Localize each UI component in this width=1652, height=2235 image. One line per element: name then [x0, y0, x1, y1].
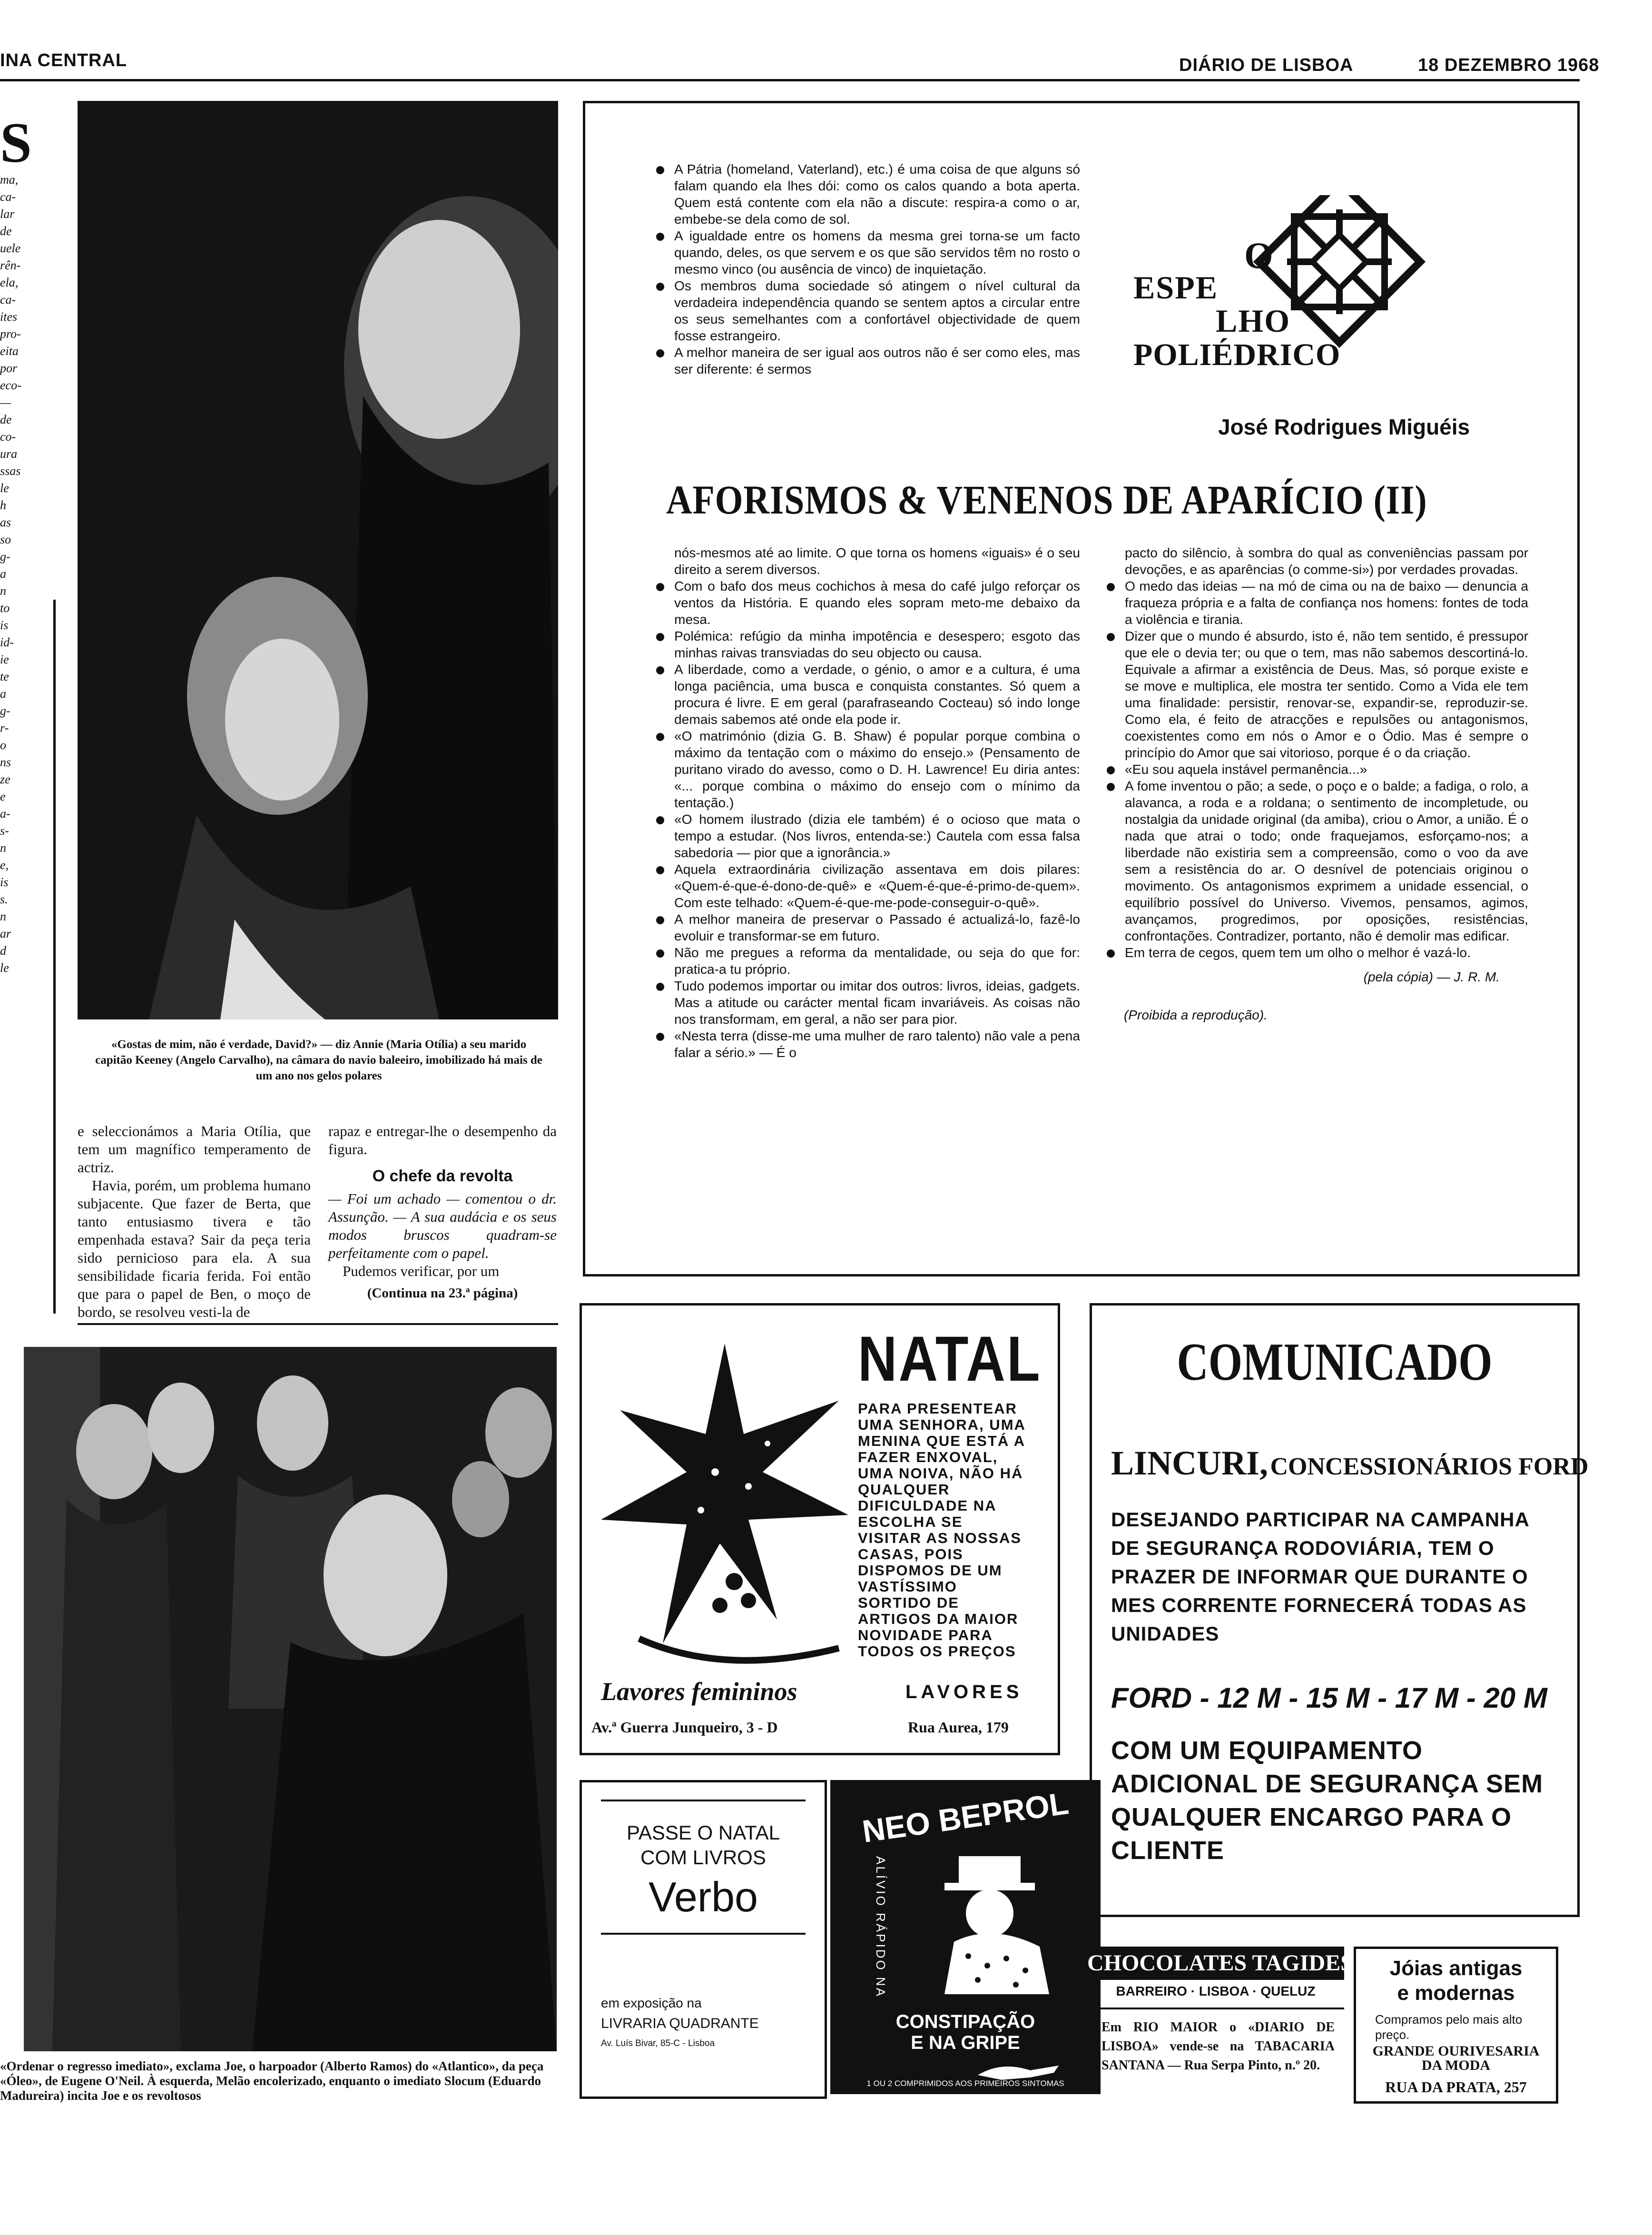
- continue-note: (Continua na 23.ª página): [367, 1286, 518, 1301]
- series-logo: [1135, 195, 1506, 386]
- story1-paragraph: Havia, porém, um problema humano subjacente. Que fazer de Berta, que tanto entusiasmo tivera e tão empenhada estava? Sair da peça teria sido pernicioso para ela. A sua sensibilidade ficaria ferida. Foi então que para o papel de Ben, o moço de bordo, se resolveu vesti-la de: [78, 1177, 311, 1320]
- issue-date: 18 DEZEMBRO 1968: [1418, 55, 1600, 75]
- aphorism-item: «Nesta terra (disse-me uma mulher de raro talento) não vale a pena falar a sério.» — É o: [654, 1028, 1080, 1061]
- essay-col2-aphorisms: [1105, 578, 1528, 961]
- photo-caption-2: «Ordenar o regresso imediato», exclama Joe, o harpoador (Alberto Ramos) do «Atlantico», da peça «Óleo», de Eugene O'Neil. À esquerda, Melão encolerizado, enquanto o imediato Slocum (Eduardo Madureira) incita Joe e os revoltosos: [0, 2059, 544, 2103]
- margin-fragment: ites: [0, 310, 18, 324]
- aphorism-item: Em terra de cegos, quem tem um olho o melhor é vazá-lo.: [1105, 944, 1528, 961]
- left-margin-fragments: S ma, ca- lar de uele rên- ela, ca- ites pro- eita por eco- — de co- ura ssas le h as so g- a n to is id- ie te a g- r- o ns ze e a- s- n e, is s. n ar d le: [0, 114, 52, 1266]
- aphorism-item: A liberdade, como a verdade, o génio, o amor e a cultura, é uma longa paciência, uma busca e conquista constantes. Só quem a procura é livre. E em geral (parafraseando Cocteau) só indo longe demais sabemos até onde ela pode ir.: [654, 661, 1080, 728]
- neobeprol-vertical: ALÍVIO RÁPIDO NA: [874, 1856, 888, 1998]
- verbo-sub: em exposição na: [601, 1996, 702, 2010]
- margin-fragment: eita: [0, 344, 19, 358]
- joias-title-1: Jóias antigas: [1389, 1957, 1523, 1980]
- aphorism-item: «Eu sou aquela instável permanência...»: [1105, 761, 1528, 778]
- margin-fragment: g-: [0, 550, 10, 564]
- story1-paragraph: Pudemos verificar, por um: [343, 1263, 500, 1279]
- margin-fragment: n: [0, 584, 6, 598]
- margin-fragment: lar: [0, 207, 15, 221]
- verbo-mid-rule: [601, 1933, 806, 1935]
- essay-headline: AFORISMOS & VENENOS DE APARÍCIO (II): [666, 477, 1427, 523]
- joias-store: GRANDE OURIVESARIA DA MODA: [1372, 2043, 1540, 2073]
- aphorism-item: Tudo podemos importar ou imitar dos outros: livros, ideias, gadgets. Mas a atitude ou carácter mental ficam invariáveis. As coisas não nos transformam, em geral, a não ser para pior.: [654, 978, 1080, 1028]
- aphorism-item: Os membros duma sociedade só atingem o nível cultural da verdadeira independência quando se sentem aptos a circular entre os seus semelhantes com a confortável objectividade de quem fosse estrangeiro.: [654, 277, 1080, 344]
- verbo-top-rule: [601, 1800, 806, 1801]
- neobeprol-line-1: CONSTIPAÇÃO: [895, 2011, 1035, 2032]
- ad-neobeprol: [830, 1780, 1101, 2094]
- margin-fragment: le: [0, 481, 9, 495]
- margin-fragment: te: [0, 670, 9, 683]
- margin-fragment: is: [0, 875, 9, 889]
- essay-continuation: nós-mesmos até ao limite. O que torna os homens «iguais» é o seu direito a serem diversos.: [674, 545, 1080, 577]
- natal-brand-script: Lavores femininos: [601, 1677, 797, 1706]
- joias-address: RUA DA PRATA, 257: [1385, 2078, 1527, 2096]
- margin-fragment: as: [0, 515, 11, 529]
- margin-fragment: de: [0, 224, 12, 238]
- aphorism-item: Aquela extraordinária civilização assentava em dois pilares: «Quem-é-que-é-dono-de-quê» e «Quem-é-que-é-primo-de-quem». Com este telhado: «Quem-é-que-me-pode-conseguir-o-quê».: [654, 861, 1080, 911]
- margin-fragment: a-: [0, 807, 10, 821]
- margin-fragment: id-: [0, 635, 14, 649]
- comunicado-title: COMUNICADO: [1177, 1333, 1493, 1392]
- natal-title: NATAL: [858, 1324, 1042, 1394]
- essay-column-2: [1105, 544, 1528, 1023]
- margin-fragment: n: [0, 841, 6, 855]
- margin-fragment: de: [0, 413, 12, 426]
- verbo-line-1: PASSE O NATAL: [626, 1821, 780, 1844]
- natal-address-2: Rua Aurea, 179: [908, 1719, 1009, 1736]
- margin-fragment: is: [0, 618, 9, 632]
- margin-fragment: to: [0, 601, 10, 615]
- margin-fragment: eco-: [0, 378, 21, 392]
- photo-oleo-scene: [24, 1347, 557, 2051]
- aphorism-item: Polémica: refúgio da minha impotência e desespero; esgoto das minhas raivas transviadas do seu objecto ou causa.: [654, 628, 1080, 661]
- comunicado-models: FORD - 12 M - 15 M - 17 M - 20 M: [1111, 1682, 1547, 1714]
- story1-subhead: O chefe da revolta: [372, 1167, 513, 1185]
- margin-fragment: ma,: [0, 173, 19, 187]
- comunicado-company: [1111, 1444, 1588, 1483]
- margin-fragment: ns: [0, 755, 11, 769]
- ad-chocolates: [1087, 1947, 1353, 2099]
- margin-fragment: g-: [0, 704, 10, 718]
- comunicado-offer: COM UM EQUIPAMENTO ADICIONAL DE SEGURANÇA SEM QUALQUER ENCARGO PARA O CLIENTE: [1111, 1736, 1544, 1865]
- essay-signature: (pela cópia) — J. R. M.: [1363, 969, 1500, 984]
- margin-fragment: ze: [0, 772, 10, 786]
- essay-prohibited: (Proibida a reprodução).: [1124, 1008, 1268, 1022]
- ad-verbo: [580, 1780, 827, 2099]
- natal-brand-caps: LAVORES: [905, 1681, 1023, 1702]
- essay-continuation: pacto do silêncio, à sombra do qual as conveniências passam por devoções, e as aparências (o comme-si») por verdades provadas.: [1125, 545, 1528, 577]
- series-title-espe: ESPE: [1133, 269, 1219, 306]
- story1-column-1: [78, 1122, 311, 1321]
- margin-fragment: a: [0, 567, 6, 581]
- story1-rule: [78, 1323, 558, 1325]
- story1-column-2: [328, 1122, 557, 1302]
- neobeprol-line-2: E NA GRIPE: [911, 2032, 1020, 2053]
- chocolates-rule: [1087, 2008, 1344, 2009]
- joias-title-2: e modernas: [1397, 1981, 1515, 2005]
- margin-fragment: ela,: [0, 276, 19, 289]
- essay-column-1: [654, 544, 1080, 1061]
- margin-fragment: o: [0, 738, 6, 752]
- aphorism-item: A fome inventou o pão; a sede, o poço e o balde; a fadiga, o rolo, a alavanca, a roda e a roldana; o sentimento de incompletude, ou nostalgia da unidade original (da amiba), criou o Amor, a união. É o nada que atrai o todo; onde fraquejamos, esforçamo-nos; a liberdade não existiria sem a compreensão, como o voo da ave sem a resistência do ar. O desnível de potenciais originou o movimento. Os antagonismos exprimem a unidade essencial, o equilíbrio possível do Universo. Vivemos, pensamos, agimos, avançamos, progredimos, por oposições, resistências, confrontações. Contradizer, portanto, não é demolir mas edificar.: [1105, 778, 1528, 944]
- aphorism-item: A igualdade entre os homens da mesma grei torna-se um facto quando, deles, os que servem e os que são servidos têm no rosto o mesmo vinco (ou ausência de vinco) de inquietação.: [654, 227, 1080, 277]
- verbo-address: Av. Luís Bivar, 85-C - Lisboa: [601, 2038, 715, 2048]
- verbo-line-2: COM LIVROS: [640, 1846, 766, 1869]
- essay-col1-aphorisms: [654, 578, 1080, 1061]
- header-rule: [0, 79, 1580, 81]
- verbo-brand: Verbo: [649, 1873, 758, 1920]
- margin-fragment: pro-: [0, 327, 21, 341]
- margin-fragment: co-: [0, 430, 16, 444]
- margin-fragment: d: [0, 944, 6, 958]
- ad-joias: [1354, 1947, 1558, 2104]
- essay-author: José Rodrigues Miguéis: [1218, 415, 1470, 439]
- margin-fragment: ie: [0, 653, 9, 666]
- margin-fragment: por: [0, 361, 18, 375]
- aphorism-item: «O homem ilustrado (dizia ele também) é o ocioso que mata o tempo a estudar. (Nos livros, entenda-se:) Cautela com essa falsa sabedoria — pior que a ignorância.»: [654, 811, 1080, 861]
- aphorism-item: O medo das ideias — na mó de cima ou na de baixo — denuncia a fraqueza própria e a falta de confiança nos homens: fontes de toda a violência e tirania.: [1105, 578, 1528, 628]
- series-title-o: O: [1244, 235, 1273, 276]
- chocolates-brand: CHOCOLATES TAGIDES: [1087, 1947, 1344, 1980]
- neobeprol-brand: NEO BEPROL: [860, 1785, 1071, 1849]
- chocolates-places: BARREIRO · LISBOA · QUELUZ: [1116, 1984, 1316, 1998]
- aphorism-item: A melhor maneira de ser igual aos outros não é ser como eles, mas ser diferente: é sermos: [654, 344, 1080, 377]
- margin-fragment: le: [0, 961, 9, 975]
- photo-illustration: [78, 101, 558, 1019]
- natal-address-1: Av.ª Guerra Junqueiro, 3 - D: [591, 1719, 778, 1736]
- margin-fragment: ura: [0, 447, 18, 461]
- margin-fragment: s-: [0, 824, 9, 838]
- neobeprol-footer: 1 OU 2 COMPRIMIDOS AOS PRIMEIROS SINTOMAS: [866, 2079, 1064, 2088]
- margin-fragment: ar: [0, 927, 11, 940]
- margin-fragment: so: [0, 533, 11, 546]
- ad-natal: [580, 1303, 1060, 1755]
- joias-text: Compramos pelo mais alto preço.: [1375, 2012, 1523, 2042]
- margin-fragment: rên-: [0, 258, 21, 272]
- essay-top-aphorisms: [654, 161, 1080, 377]
- sick-man-illustration-icon: [925, 1851, 1068, 1994]
- margin-rule: [53, 600, 56, 1314]
- margin-fragment: h: [0, 498, 6, 512]
- margin-fragment: ca-: [0, 293, 16, 307]
- margin-fragment: n: [0, 910, 6, 923]
- margin-fragment: r-: [0, 721, 9, 735]
- aphorism-item: Com o bafo dos meus cochichos à mesa do café julgo reforçar os ventos da História. E quando eles sopram meto-me debaixo da mesa.: [654, 578, 1080, 628]
- aphorism-item: A Pátria (homeland, Vaterland), etc.) é uma coisa de que alguns só falam quando ela lhes dói: como os calos quando a bota aperta. Quem está contente com ela não a discute: respira-a como o ar, embebe-se dela como de sol.: [654, 161, 1080, 227]
- series-title-lho: LHO: [1216, 303, 1291, 339]
- photo-annie-keeney: [78, 101, 558, 1019]
- margin-fragment: uele: [0, 241, 21, 255]
- natal-body: PARA PRESENTEAR UMA SENHORA, UMA MENINA QUE ESTÁ A FAZER ENXOVAL, UMA NOIVA, NÃO HÁ QUALQUER DIFICULDADE NA ESCOLHA SE VISITAR AS NOSSAS CASAS, POIS DISPOMOS DE UM VASTÍSSIMO SORTIDO DE ARTIGOS DA MAIOR NOVIDADE PARA TODOS OS PREÇOS: [858, 1400, 1025, 1660]
- photo-caption-1: «Gostas de mim, não é verdade, David?» — diz Annie (Maria Otília) a seu marido capitão Keeney (Angelo Carvalho), na câmara do navio baleeiro, imobilizado há mais de um ano nos gelos polares: [95, 1038, 542, 1082]
- story1-paragraph: e seleccionámos a Maria Otília, que tem um magnífico temperamento de actriz.: [78, 1123, 311, 1176]
- story1-quote: — Foi um achado — comentou o dr. Assunção. — A sua audácia e os seus modos bruscos quadram-se perfeitamente com o papel.: [328, 1190, 557, 1261]
- margin-fragment: e,: [0, 858, 9, 872]
- page-section-label: INA CENTRAL: [0, 50, 128, 70]
- series-title-poliedrico: POLIÉDRICO: [1133, 337, 1341, 372]
- comunicado-company-name: LINCURI,: [1111, 1444, 1268, 1482]
- margin-fragment: ca-: [0, 190, 16, 204]
- margin-fragment: —: [0, 396, 11, 409]
- photo-illustration: [24, 1347, 557, 2051]
- aphorism-item: Não me pregues a reforma da mentalidade, ou seja do que for: pratica-a tu próprio.: [654, 944, 1080, 978]
- margin-fragment: a: [0, 687, 6, 701]
- comunicado-body: DESEJANDO PARTICIPAR NA CAMPANHA DE SEGURANÇA RODOVIÁRIA, TEM O PRAZER DE INFORMAR QUE DURANTE O MES CORRENTE FORNECERÁ TODAS AS UNIDADES: [1111, 1508, 1529, 1645]
- newspaper-name: DIÁRIO DE LISBOA: [1179, 55, 1354, 75]
- aphorism-item: Dizer que o mundo é absurdo, isto é, não tem sentido, é pressupor que ele o devia ter; ou que o tem, mas não sabemos descortiná-lo. Equivale a afirmar a existência de Deus. Mas, só porque existe e se move e multiplica, ele mostra ter sentido. Como a Vida ele tem uma finalidade: persistir, renovar-se, expandir-se, reproduzir-se. Como ela, é feito de atracções e repulsões ou antagonismos, coexistentes como em nós o Amor e o Ódio. Mas é sempre o princípio do Amor que sai vitorioso, porque é o da criação.: [1105, 628, 1528, 761]
- story1-paragraph: rapaz e entregar-lhe o desempenho da figura.: [328, 1123, 557, 1157]
- margin-fragment: s.: [0, 892, 8, 906]
- rio-maior-notice: Em RIO MAIOR o «DIARIO DE LISBOA» vende-se na TABACARIA SANTANA — Rua Serpa Pinto, n.º 20.: [1101, 2020, 1335, 2073]
- margin-fragment: ssas: [0, 464, 21, 478]
- margin-fragment: e: [0, 790, 6, 803]
- holly-branch-icon: [591, 1315, 858, 1686]
- aphorism-item: «O matrimónio (dizia G. B. Shaw) é popular porque combina o máximo da tentação com o máximo do ensejo.» (Pensamento de puritano virado do avesso, como o D. H. Lawrence! Eu diria antes: «... porque combina o máximo do ensejo com o mínimo da tentação.): [654, 728, 1080, 811]
- verbo-store: LIVRARIA QUADRANTE: [601, 2016, 759, 2031]
- aphorism-item: A melhor maneira de preservar o Passado é actualizá-lo, fazê-lo evoluir e transformar-se em futuro.: [654, 911, 1080, 944]
- ad-comunicado: [1090, 1303, 1589, 1917]
- comunicado-company-role: CONCESSIONÁRIOS FORD: [1270, 1453, 1589, 1480]
